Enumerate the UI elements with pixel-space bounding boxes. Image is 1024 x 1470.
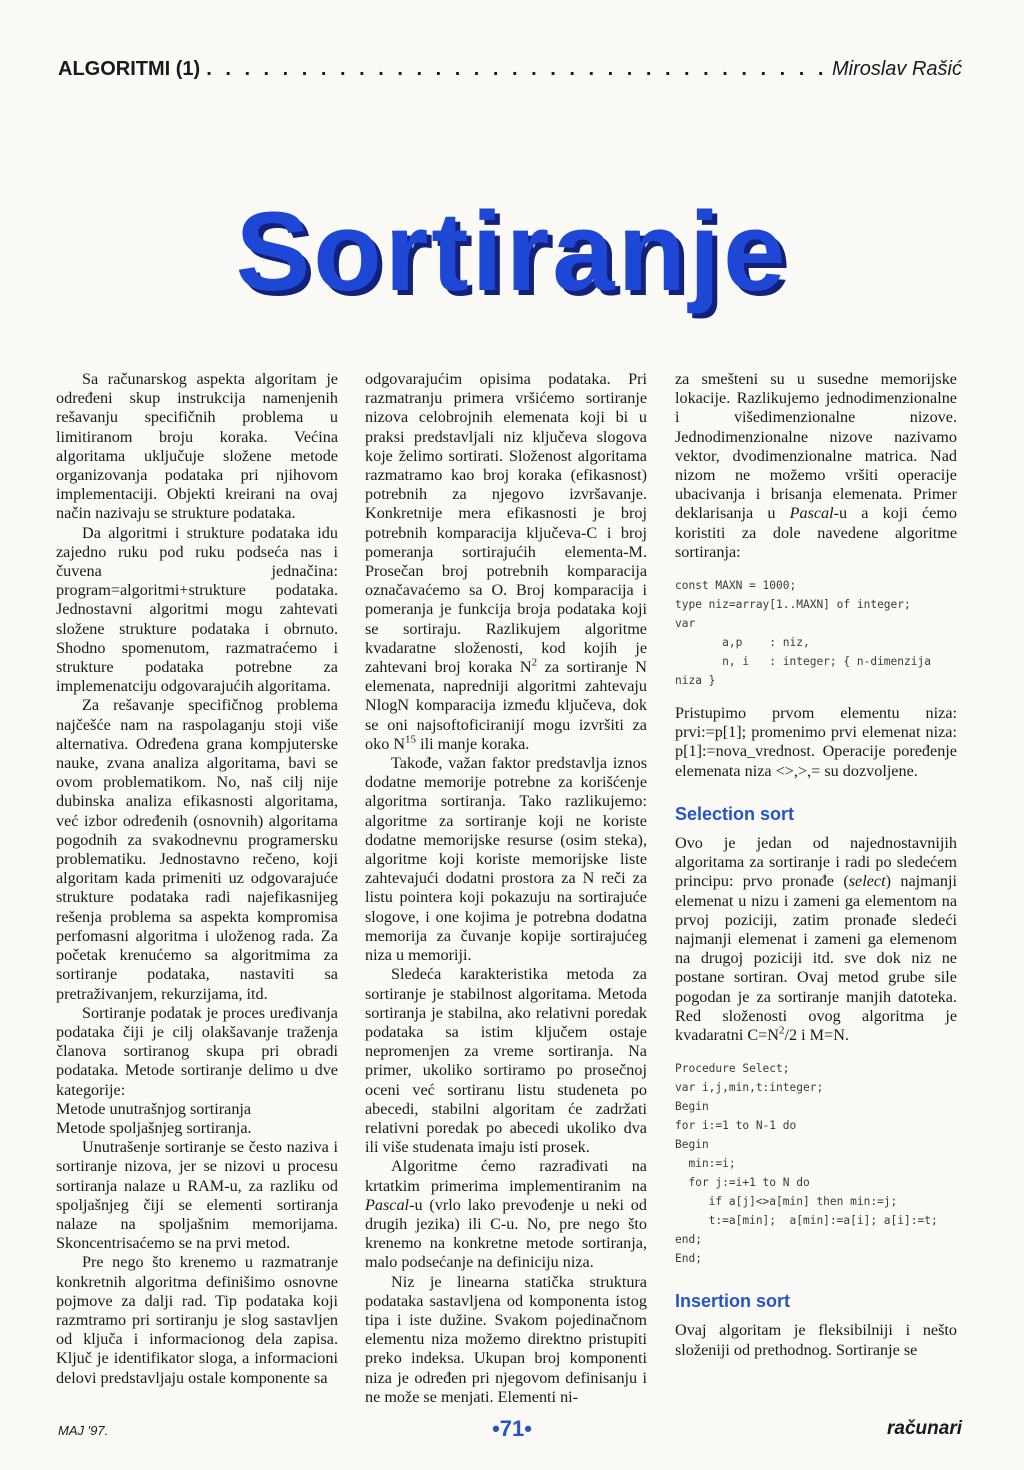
text-run: -u a koji ćemo koristiti za dole navedene algoritme sortiranja: <box>675 504 958 561</box>
paragraph: Pre nego što krenemo u razmatranje konkretnih algoritma definišimo osnovne pojmove za dalji rad. Tip podataka koji razmtramo pri sortiranju je slog sastavljen od ključa i informacionog dela zapisa. Ključ je identifikator sloga, a informacioni delovi predstavljaju ostale komponente sa <box>56 1253 338 1387</box>
text-run: ) najmanji elemenat u nizu i zameni ga elementom na prvoj poziciji, zatim pronađe sledeći najmanji elemenat i zameni ga elemenom na drugoj poziciji itd. sve dok niz ne postane sortiran. Ovaj metod grube sile pogodan je za sortiranje manjih datoteka. Red složenosti ovog algoritma je kvadaratni C=N <box>675 872 958 1045</box>
series-title: ALGORITMI (1) <box>58 58 201 80</box>
exponent: 15 <box>405 733 417 746</box>
text-run: za sortiranje N elemenata, napredniji algoritmi zahtevaju NlogN komparacija između ključeva, dok se oni najsoftoficiranijí mogu izvršiti za oko N <box>365 658 647 753</box>
exponent: 2 <box>531 656 538 669</box>
paragraph: Niz je linearna statička struktura podataka sastavljena od komponenta istog tipa i iste dužine. Svakom pojedinačnom elementu niza možemo direktno pristupiti preko indeksa. Ukupan broj komponenti niza je određen pri njegovom definisanju i ne može se menjati. Elementi ni- <box>365 1272 647 1406</box>
text-run: za smešteni su u susedne memorijske lokacije. Razlikujemo jednodimenzionalne i višedimenzionalne nizove. Jednodimenzionalne nizove nazivamo vektor, dvodimenzionalne matrica. Nad nizom ne možemo vršiti operacije ubacivanja i brisanja elemenata. Primer deklarisanja u <box>675 370 957 523</box>
paragraph: Takođe, važan faktor predstavlja iznos dodatne memorije potrebne za korišćenje algoritma sortiranja. Tako razlikujemo: algoritme za sortiranje koji ne koriste dodatne memorijske resurse (osim steka), algoritme koji koriste memorijske liste zahtevajući dodatni prostora za N reči za listu pointera koji pokazuju na sortirajuće slogove, i one kojima je potrebna dodatna memorija za čuvanje kopije sortirajućeg niza u memoriji. <box>365 754 647 965</box>
paragraph <box>675 370 957 562</box>
paragraph: Sa računarskog aspekta algoritam je određeni skup instrukcija namenjenih rešavanju specifičnih problema u limitiranom broju koraka. Većina algoritama uključuje složene metode organizovanja podataka pri njihovom implementaciji. Objekti kreirani na ovaj način nazivaju se strukture podataka. <box>56 370 338 523</box>
text-run: /2 i M=N. <box>784 1026 849 1045</box>
text-run: ili manje koraka. <box>416 734 530 753</box>
paragraph: Ovaj algoritam je fleksibilniji i nešto složeniji od prethodnog. Sortiranje se <box>675 1321 957 1359</box>
page-number: •71• <box>492 1416 532 1441</box>
section-heading-insertion-sort: Insertion sort <box>675 1291 791 1312</box>
section-heading-selection-sort: Selection sort <box>675 803 795 824</box>
paragraph <box>365 370 647 754</box>
magazine-name: računari <box>887 1418 962 1439</box>
paragraph: Pristupimo prvom elementu niza: prvi:=p[1]; promenimo prvi elemenat niza: p[1]:=nova_vrednost. Operacije poređenje elemenata niza <>,>,= su dozvoljene. <box>675 704 957 780</box>
italic-term: Pascal <box>365 1195 410 1214</box>
paragraph: Sledeća karakteristika metoda za sortiranje je stabilnost algoritama. Metoda sortiranja je stabilna, ako relativni poredak podataka sa istim ključem ostaje nepromenjen za vreme sortiranja. Na primer, ukoliko sortiramo po prosečnoj oceni već sortiranu listu studeneta po abecedi, stabilni algoritam će zadržati relativni poredak po abecedi ukoliko dva ili više studenata imaju isti prosek. <box>365 965 647 1157</box>
running-header <box>58 58 962 92</box>
column-1 <box>56 370 338 1388</box>
text-run: odgovarajućim opisima podataka. Pri razmatranju primera vršićemo sortiranje nizova celobrojnih elemenata koji bi u praksi predstavljali niz ključeva slogova koje želimo sortirati. Složenost algoritama razmatramo kao broj koraka (efikasnost) potrebnih za njegovo izvršavanje. Konkretnije mera efikasnosti je broj potrebnih komparacija ključeva-C i broj pomeranja sortirajućih elementa-M. Prosečan broj potrebnih komparacija označavaćemo sa O. Broj komparacija i pomeranja je funkcija broja podataka koji se sortiraju. Razlikujem algoritme kvadaratne složenosti, kod kojih je zahtevani broj koraka N <box>365 370 647 677</box>
paragraph: Sortiranje podatak je proces uređivanja podataka čiji je cilj olakšavanje traženja članova sortiranog skupa pri obradi podataka. Metode sortiranje delimo u dve kategorije: <box>56 1003 338 1099</box>
leader-dots <box>206 58 826 81</box>
text-run: -u (vrlo lako prevođenje u neki od drugih jezika) ili C-u. No, pre nego što krenemo na konkretne metode sortiranja, malo podsećanje na definiciju niza. <box>365 1195 647 1272</box>
column-2 <box>365 370 647 1407</box>
article-title: Sortiranje <box>235 189 789 314</box>
paragraph: Unutrašenje sortiranje se često naziva i sortiranje nizova, jer se nizovi u procesu sortiranja nalaze u RAM-u, za razliku od spoljašnjeg čiji se elementi sortiranja nalaze na spoljašnim memorijama. Skoncentrisaćemo se na prvi metod. <box>56 1138 338 1253</box>
list-item: Metode spoljašnjeg sortiranja. <box>56 1118 252 1137</box>
paragraph <box>675 834 957 1045</box>
paragraph: Za rešavanje specifičnog problema najčešće nam na raspolaganju stoji više alternativa. Određena grana kompjuterske nauke, zvana analiza algoritama, bavi se ovom problematikom. No, naš cilj nije dubinska analiza efikasnosti algoritama, već izbor određenih (osnovnih) algoritama pogodnih za svakodnevnu programersku problematiku. Jednostavno rečeno, koji algoritam kada primeniti uz odgovarajuće strukture podataka radi najefikasnijeg rešenja problema sa aspekta kompromisa perfomasni algoritma i uloženog rada. Za početak krenućemo sa algoritmima za sortiranje podataka, nastaviti sa pretraživanjem, rekurzijama, itd. <box>56 696 338 1003</box>
text-run: Ovo je jedan od najednostavnijih algoritama za sortiranje i radi po sledećem principu: prvo pronađe ( <box>675 834 957 891</box>
code-block-declaration: const MAXN = 1000; type niz=array[1..MAXN] of integer; var a,p : niz, n, i : integer; { n-dimenzija niza } <box>675 579 931 688</box>
issue-date: MAJ '97. <box>58 1423 109 1438</box>
author-name: Miroslav Rašić <box>831 58 962 80</box>
list-item: Metode unutrašnjog sortiranja <box>56 1099 252 1118</box>
paragraph: Da algoritmi i strukture podataka idu zajedno ruku pod ruku podseća nas i čuvena jednačina: program=algoritmi+strukture podataka. Jednostavni algoritmi mogu zahtevati složene strukture podataka i obrnuto. Shodno spomenutom, razmatraćemo i strukture podataka potrebne za implemenatciju odgovarajućih algoritama. <box>56 523 338 696</box>
italic-term: select <box>848 872 886 891</box>
column-3 <box>675 370 957 1360</box>
text-run: Algoritme ćemo razrađivati na krtatkim primerima implementiranim na <box>365 1157 647 1195</box>
exponent: 2 <box>778 1024 785 1037</box>
code-block-select: Procedure Select; var i,j,min,t:integer; Begin for i:=1 to N-1 do Begin min:=i; for j:=i+1 to N do if a[j]<>a[min] then min:=j; t:=a[min]; a[min]:=a[i]; a[i]:=t; end; End; <box>675 1062 938 1266</box>
paragraph <box>365 1157 647 1272</box>
italic-term: Pascal <box>789 504 834 523</box>
